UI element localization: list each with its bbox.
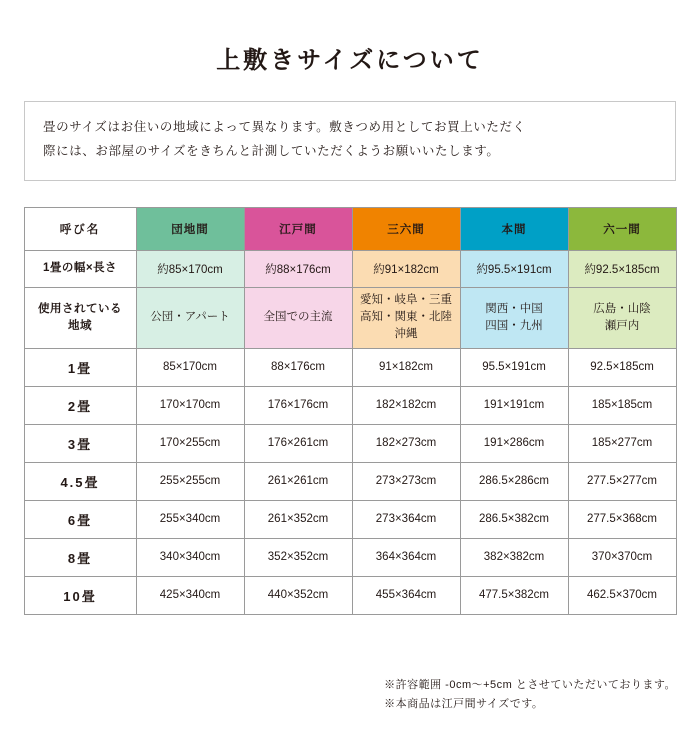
cell-size: 277.5×277cm [568, 462, 676, 500]
header-label-name: 呼び名 [24, 207, 136, 250]
table-row [24, 424, 676, 462]
cell-size: 382×382cm [460, 538, 568, 576]
row-label-jou: 10畳 [24, 576, 136, 614]
cell-size: 170×170cm [136, 386, 244, 424]
row-label-jou: 3畳 [24, 424, 136, 462]
cell-size: 191×191cm [460, 386, 568, 424]
table-row [24, 576, 676, 614]
cell-size: 273×273cm [352, 462, 460, 500]
cell-size: 191×286cm [460, 424, 568, 462]
unit-size-row [24, 250, 676, 287]
cell-size: 286.5×286cm [460, 462, 568, 500]
cell-size: 85×170cm [136, 348, 244, 386]
footnotes [384, 676, 676, 715]
lead-box [24, 101, 676, 181]
row-label-jou: 6畳 [24, 500, 136, 538]
cell-size: 88×176cm [244, 348, 352, 386]
page-root [0, 40, 700, 740]
unit-size-honma: 約95.5×191cm [460, 250, 568, 287]
row-label-jou: 8畳 [24, 538, 136, 576]
footnote-2: ※本商品は江戸間サイズです。 [384, 697, 544, 710]
lead-line-2: 際には、お部屋のサイズをきちんと計測していただくようお願いいたします。 [43, 143, 500, 158]
cell-size: 273×364cm [352, 500, 460, 538]
header-column-sabroku: 三六間 [352, 207, 460, 250]
cell-size: 92.5×185cm [568, 348, 676, 386]
region-rokuichima: 広島・山陰 瀬戸内 [568, 287, 676, 348]
table-row [24, 462, 676, 500]
cell-size: 340×340cm [136, 538, 244, 576]
header-column-edoma: 江戸間 [244, 207, 352, 250]
table-row [24, 538, 676, 576]
cell-size: 261×261cm [244, 462, 352, 500]
cell-size: 462.5×370cm [568, 576, 676, 614]
tatami-size-table [24, 207, 677, 615]
size-rows-body [24, 348, 676, 614]
region-sabroku: 愛知・岐阜・三重 高知・関東・北陸 沖縄 [352, 287, 460, 348]
page-title: 上敷きサイズについて [216, 47, 484, 74]
region-edoma: 全国での主流 [244, 287, 352, 348]
header-column-honma: 本間 [460, 207, 568, 250]
cell-size: 440×352cm [244, 576, 352, 614]
cell-size: 477.5×382cm [460, 576, 568, 614]
cell-size: 95.5×191cm [460, 348, 568, 386]
cell-size: 170×255cm [136, 424, 244, 462]
header-column-danchima: 団地間 [136, 207, 244, 250]
cell-size: 370×370cm [568, 538, 676, 576]
table-header-row [24, 207, 676, 250]
unit-size-sabroku: 約91×182cm [352, 250, 460, 287]
cell-size: 182×273cm [352, 424, 460, 462]
row-label-jou: 2畳 [24, 386, 136, 424]
row-label-unit-size: 1畳の幅×長さ [24, 250, 136, 287]
table-row [24, 348, 676, 386]
row-label-jou: 4.5畳 [24, 462, 136, 500]
region-danchima: 公団・アパート [136, 287, 244, 348]
cell-size: 352×352cm [244, 538, 352, 576]
cell-size: 277.5×368cm [568, 500, 676, 538]
cell-size: 185×185cm [568, 386, 676, 424]
lead-line-1: 畳のサイズはお住いの地域によって異なります。敷きつめ用としてお買上いただく [43, 120, 526, 134]
unit-size-danchima: 約85×170cm [136, 250, 244, 287]
row-label-region: 使用されている 地域 [24, 287, 136, 348]
cell-size: 176×261cm [244, 424, 352, 462]
unit-size-edoma: 約88×176cm [244, 250, 352, 287]
cell-size: 91×182cm [352, 348, 460, 386]
cell-size: 182×182cm [352, 386, 460, 424]
unit-size-rokuichima: 約92.5×185cm [568, 250, 676, 287]
cell-size: 255×255cm [136, 462, 244, 500]
header-column-rokuichima: 六一間 [568, 207, 676, 250]
cell-size: 261×352cm [244, 500, 352, 538]
row-label-jou: 1畳 [24, 348, 136, 386]
cell-size: 185×277cm [568, 424, 676, 462]
cell-size: 455×364cm [352, 576, 460, 614]
cell-size: 255×340cm [136, 500, 244, 538]
cell-size: 364×364cm [352, 538, 460, 576]
cell-size: 286.5×382cm [460, 500, 568, 538]
region-row [24, 287, 676, 348]
footnote-1: ※許容範囲 -0cm〜+5cm とさせていただいております。 [384, 678, 676, 691]
table-row [24, 386, 676, 424]
cell-size: 425×340cm [136, 576, 244, 614]
cell-size: 176×176cm [244, 386, 352, 424]
table-row [24, 500, 676, 538]
region-honma: 関西・中国 四国・九州 [460, 287, 568, 348]
